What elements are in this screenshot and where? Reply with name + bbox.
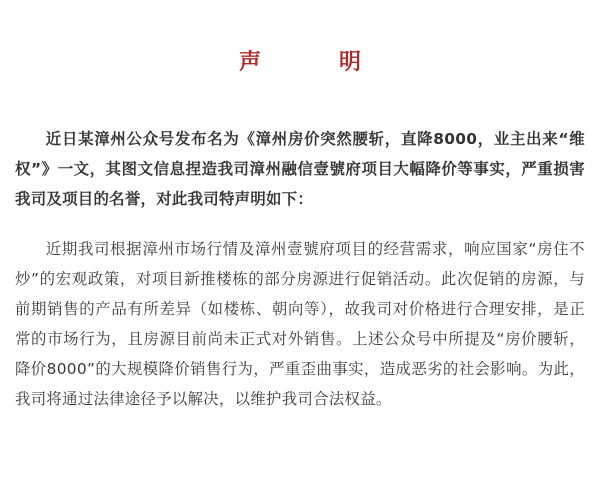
- statement-intro-paragraph: 近日某漳州公众号发布名为《漳州房价突然腰斩，直降8000，业主出来“维权”》一文，其图文信息捏造我司漳州融信壹號府项目大幅降价等事实，严重损害我司及项目的名誉，对此我司特声明如下：: [15, 130, 585, 208]
- statement-title: 声 明: [238, 49, 389, 75]
- statement-body-paragraph: 近期我司根据漳州市场行情及漳州壹號府项目的经营需求，响应国家“房住不炒”的宏观政策，对项目新推楼栋的部分房源进行促销活动。此次促销的房源，与前期销售的产品有所差异（如楼栋、朝向等），故我司对价格进行合理安排，是正常的市场行为，且房源目前尚未正式对外销售。上述公众号中所提及“房价腰斩，降价8000”的大规模降价销售行为，严重歪曲事实，造成恶劣的社会影响。为此，我司将通过法律途径予以解决，以维护我司合法权益。: [15, 240, 585, 408]
